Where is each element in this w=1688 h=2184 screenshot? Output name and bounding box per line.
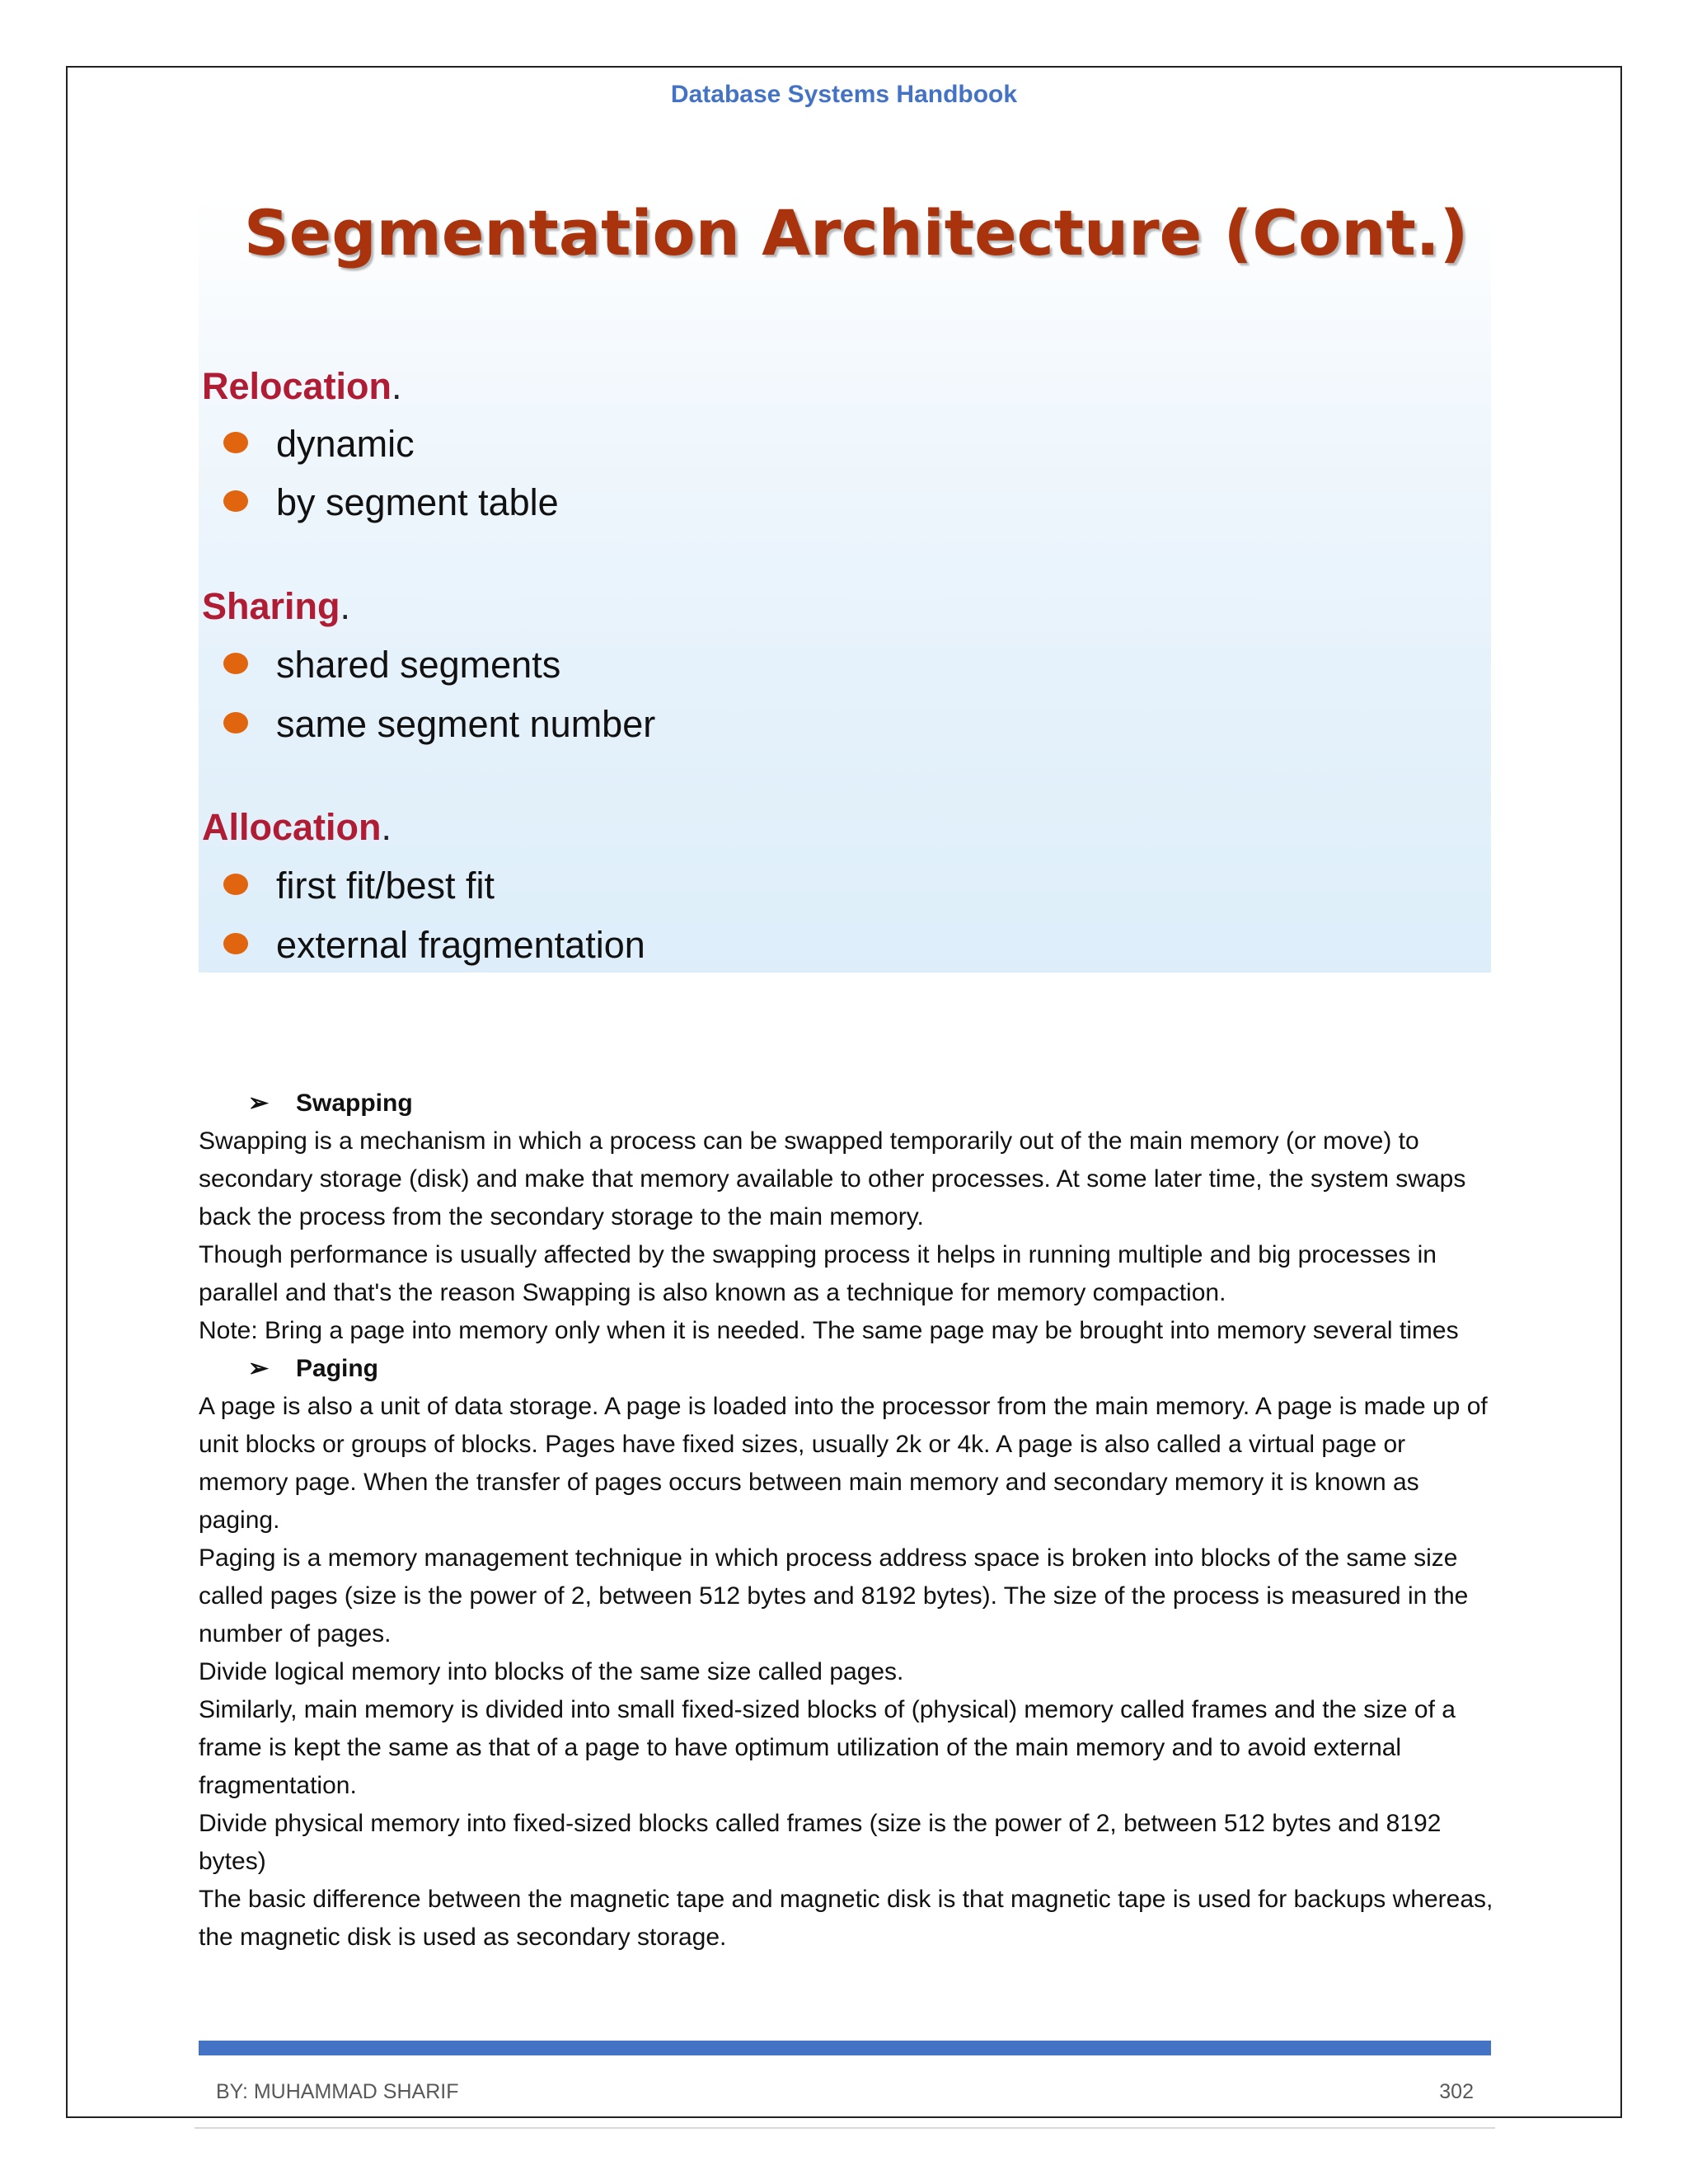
paragraph: A page is also a unit of data storage. A page is loaded into the processor from the main memory. A page is made up of unit blocks or groups of blocks. Pages have fixed sizes, usually 2k or 4k. A page is also called a virtual page or memory page. When the transfer of pages occurs between main memory and secondary memory it is known as paging. bbox=[199, 1393, 1488, 1534]
bullet-dot-icon bbox=[223, 653, 248, 674]
slide-bullet bbox=[223, 644, 560, 687]
slide-section-allocation bbox=[202, 806, 392, 849]
bullet-text: by segment table bbox=[276, 481, 559, 523]
arrow-bullet-icon: ➢ bbox=[248, 1355, 270, 1382]
section-heading: Relocation bbox=[202, 365, 392, 407]
bullet-dot-icon bbox=[223, 933, 248, 954]
paging-heading bbox=[199, 1350, 1501, 1388]
bullet-dot-icon bbox=[223, 432, 248, 453]
running-header: Database Systems Handbook bbox=[670, 81, 1018, 108]
paragraph: Though performance is usually affected by the swapping process it helps in running multiple and big processes in parallel and that's the reason Swapping is also known as a technique for memory compaction. bbox=[199, 1241, 1437, 1306]
section-heading: Sharing bbox=[202, 585, 340, 627]
slide-bullet bbox=[223, 481, 559, 524]
paragraph: Divide physical memory into fixed-sized blocks called frames (size is the power of 2, between 512 bytes and 8192 bytes) bbox=[199, 1810, 1442, 1875]
slide-section-relocation bbox=[202, 365, 402, 408]
bullet-dot-icon bbox=[223, 874, 248, 895]
bullet-text: external fragmentation bbox=[276, 924, 645, 966]
bullet-dot-icon bbox=[223, 712, 248, 733]
slide-bullet bbox=[223, 865, 495, 907]
section-heading: Allocation bbox=[202, 806, 382, 848]
heading-text: Swapping bbox=[296, 1090, 413, 1117]
section-punct: . bbox=[340, 585, 351, 627]
section-punct: . bbox=[381, 806, 392, 848]
paragraph: Similarly, main memory is divided into small fixed-sized blocks of (physical) memory called frames and the size of a frame is kept the same as that of a page to have optimum utilization of the main memory and to avoid external fragmentation. bbox=[199, 1696, 1456, 1799]
slide-bullet bbox=[223, 423, 415, 466]
slide-title: Segmentation Architecture (Cont.) bbox=[244, 196, 1469, 269]
slide-bullet bbox=[223, 703, 655, 746]
bullet-text: shared segments bbox=[276, 644, 561, 686]
arrow-bullet-icon: ➢ bbox=[248, 1090, 270, 1117]
bullet-text: same segment number bbox=[276, 703, 656, 745]
section-punct: . bbox=[392, 365, 402, 407]
swapping-heading bbox=[199, 1085, 1501, 1122]
paragraph: Swapping is a mechanism in which a process can be swapped temporarily out of the main memory (or move) to secondary storage (disk) and make that memory available to other processes. At some later time, the system swaps back the process from the secondary storage to the main memory. bbox=[199, 1127, 1466, 1230]
slide-section-sharing bbox=[202, 585, 350, 628]
slide-bullet bbox=[223, 924, 645, 967]
footer-author: BY: MUHAMMAD SHARIF bbox=[216, 2080, 459, 2103]
body-text bbox=[199, 1085, 1501, 1957]
note-paragraph: Note: Bring a page into memory only when it is needed. The same page may be brought into memory several times bbox=[199, 1317, 1459, 1344]
bullet-dot-icon bbox=[223, 490, 248, 512]
heading-text: Paging bbox=[296, 1355, 379, 1382]
paragraph: The basic difference between the magnetic tape and magnetic disk is that magnetic tape is used for backups whereas, the magnetic disk is used as secondary storage. bbox=[199, 1886, 1493, 1951]
footer-bar bbox=[199, 2041, 1491, 2055]
bullet-text: dynamic bbox=[276, 423, 415, 465]
page-number: 302 bbox=[1439, 2080, 1474, 2103]
bullet-text: first fit/best fit bbox=[276, 865, 495, 907]
paragraph: Paging is a memory management technique in which process address space is broken into blocks of the same size called pages (size is the power of 2, between 512 bytes and 8192 bytes). The size of the process is measured in the number of pages. bbox=[199, 1544, 1469, 1647]
paragraph: Divide logical memory into blocks of the same size called pages. bbox=[199, 1658, 904, 1685]
bottom-divider bbox=[195, 2127, 1495, 2129]
slide-image bbox=[199, 196, 1491, 972]
